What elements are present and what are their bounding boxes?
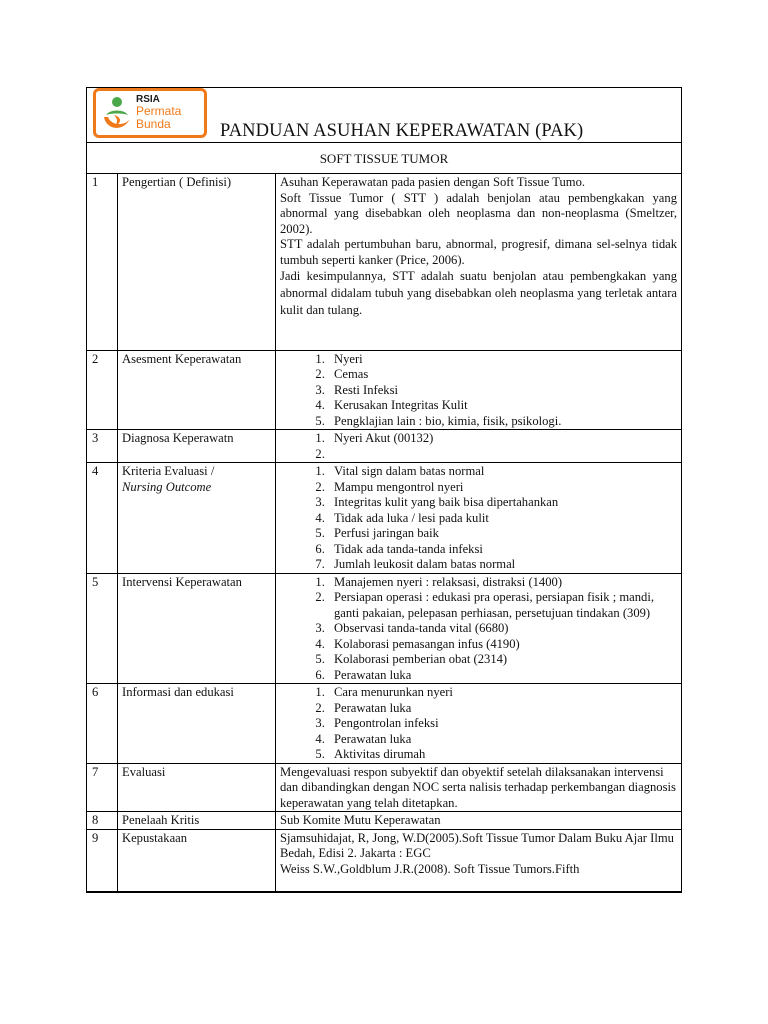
list-item: 2. Perawatan luka <box>328 701 677 717</box>
document-header <box>87 88 681 143</box>
row-content: Sub Komite Mutu Keperawatan <box>276 812 682 830</box>
table-row <box>87 430 681 463</box>
list-item: 1. Nyeri <box>328 352 677 368</box>
content-paragraph: STT adalah pertumbuhan baru, abnormal, progresif, dimana sel-selnya tidak tumbuh seperti kanker (Price, 2006). <box>280 237 677 267</box>
row-number: 3 <box>87 430 118 463</box>
list-item: 5. Perfusi jaringan baik <box>328 526 677 542</box>
row-label: Asesment Keperawatan <box>118 350 276 430</box>
list-item: 3. Resti Infeksi <box>328 383 677 399</box>
logo-figure-icon <box>100 95 134 133</box>
list-item: 1. Vital sign dalam batas normal <box>328 464 677 480</box>
list-item: 1. Manajemen nyeri : relaksasi, distraksi (1400) <box>328 575 677 591</box>
row-label: Penelaah Kritis <box>118 812 276 830</box>
list-item: 6. Perawatan luka <box>328 668 677 684</box>
numbered-list <box>280 431 677 462</box>
row-number: 4 <box>87 463 118 574</box>
numbered-list <box>280 352 677 430</box>
table-row <box>87 763 681 812</box>
numbered-list <box>280 575 677 684</box>
row-number: 7 <box>87 763 118 812</box>
list-item: 2. Persiapan operasi : edukasi pra operasi, persiapan fisik ; mandi, ganti pakaian, pelepasan perhiasan, persetujuan tindakan (309) <box>328 590 677 621</box>
logo-text-rsia: RSIA <box>136 94 160 105</box>
list-item: 1. Cara menurunkan nyeri <box>328 685 677 701</box>
row-content: Mengevaluasi respon subyektif dan obyektif setelah dilaksanakan intervensi dan dibandingkan dengan NOC serta nalisis terhadap perkembangan diagnosis keperawatan yang telah ditetapkan. <box>276 763 682 812</box>
content-paragraph: Jadi kesimpulannya, STT adalah suatu benjolan atau pembengkakan yang abnormal didalam tubuh yang disebabkan oleh neoplasma yang terletak antara kulit dan tulang. <box>280 269 677 317</box>
reference-entry: Weiss S.W.,Goldblum J.R.(2008). Soft Tissue Tumors.Fifth <box>280 861 580 876</box>
list-item: 6. Tidak ada tanda-tanda infeksi <box>328 542 677 558</box>
list-item: 3. Observasi tanda-tanda vital (6680) <box>328 621 677 637</box>
list-item: 2. Mampu mengontrol nyeri <box>328 480 677 496</box>
table-row <box>87 829 681 891</box>
row-number: 2 <box>87 350 118 430</box>
list-item: 5. Kolaborasi pemberian obat (2314) <box>328 652 677 668</box>
row-content <box>276 463 682 574</box>
list-item: 4. Kolaborasi pemasangan infus (4190) <box>328 637 677 653</box>
document-page <box>86 87 682 893</box>
row-content <box>276 350 682 430</box>
numbered-list <box>280 464 677 573</box>
row-label-cell <box>118 463 276 574</box>
list-item: 2. Cemas <box>328 367 677 383</box>
row-label: Informasi dan edukasi <box>118 684 276 764</box>
logo-text-bunda: Bunda <box>136 117 171 131</box>
content-paragraph: Soft Tissue Tumor ( STT ) adalah benjolan atau pembengkakan yang abnormal yang disebabkan oleh neoplasma dan non-neoplasma (Smeltzer, 2002). <box>280 190 677 236</box>
list-item: 1. Nyeri Akut (00132) <box>328 431 677 447</box>
row-label: Kriteria Evaluasi / <box>122 464 215 478</box>
row-number: 5 <box>87 573 118 684</box>
table-row <box>87 573 681 684</box>
row-label: Kepustakaan <box>118 829 276 891</box>
reference-entry: Sjamsuhidajat, R, Jong, W.D(2005).Soft Tissue Tumor Dalam Buku Ajar Ilmu Bedah, Edisi 2. Jakarta : EGC <box>280 830 674 860</box>
list-item: 5. Pengklajian lain : bio, kimia, fisik, psikologi. <box>328 414 677 430</box>
table-row <box>87 684 681 764</box>
row-label: Pengertian ( Definisi) <box>118 174 276 350</box>
logo-text-permata: Permata <box>136 104 182 118</box>
row-label: Intervensi Keperawatan <box>118 573 276 684</box>
row-label: Diagnosa Keperawatn <box>118 430 276 463</box>
row-number: 8 <box>87 812 118 830</box>
document-title: PANDUAN ASUHAN KEPERAWATAN (PAK) <box>220 121 584 141</box>
document-subtitle <box>87 143 681 174</box>
row-number: 1 <box>87 174 118 350</box>
list-item: 4. Perawatan luka <box>328 732 677 748</box>
list-item: 5. Aktivitas dirumah <box>328 747 677 763</box>
hospital-logo <box>93 88 207 138</box>
list-item: 4. Tidak ada luka / lesi pada kulit <box>328 511 677 527</box>
table-row <box>87 463 681 574</box>
list-item: 4. Kerusakan Integritas Kulit <box>328 398 677 414</box>
numbered-list <box>280 685 677 763</box>
list-item <box>328 447 677 463</box>
row-content <box>276 684 682 764</box>
content-paragraph: Asuhan Keperawatan pada pasien dengan Soft Tissue Tumo. <box>280 175 586 189</box>
table-row <box>87 174 681 350</box>
list-item: 3. Pengontrolan infeksi <box>328 716 677 732</box>
row-content <box>276 573 682 684</box>
row-label-italic: Nursing Outcome <box>122 479 212 494</box>
table-row <box>87 812 681 830</box>
care-guide-table <box>87 174 681 892</box>
row-content <box>276 174 682 350</box>
row-number: 9 <box>87 829 118 891</box>
row-content <box>276 430 682 463</box>
table-row <box>87 350 681 430</box>
row-number: 6 <box>87 684 118 764</box>
subtitle-text: SOFT TISSUE TUMOR <box>319 151 449 166</box>
row-label: Evaluasi <box>118 763 276 812</box>
list-item: 7. Jumlah leukosit dalam batas normal <box>328 557 677 573</box>
list-item: 3. Integritas kulit yang baik bisa dipertahankan <box>328 495 677 511</box>
row-content <box>276 829 682 891</box>
